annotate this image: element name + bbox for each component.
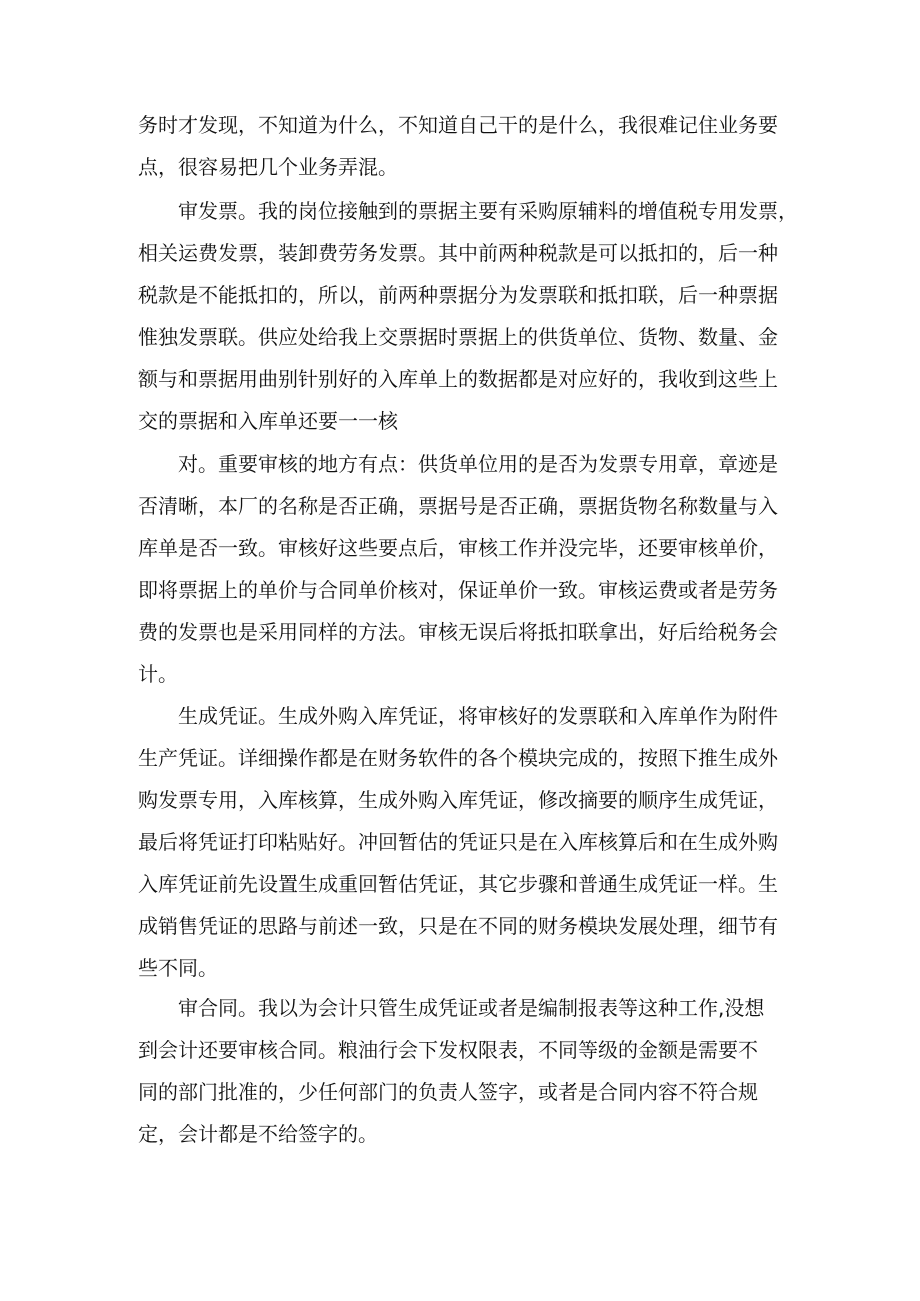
text-line: 对。重要审核的地方有点：供货单位用的是否为发票专用章，章迹是	[178, 452, 778, 476]
text-line: 同的部门批准的，少任何部门的负责人签字，或者是合同内容不符合规	[138, 1080, 758, 1104]
text-line: 购发票专用，入库核算，生成外购入库凭证，修改摘要的顺序生成凭证，	[138, 788, 778, 812]
text-line: 最后将凭证打印粘贴好。冲回暂估的凭证只是在入库核算后和在生成外购	[138, 830, 778, 854]
paragraph-review-contracts	[138, 987, 788, 1155]
text-line: 些不同。	[138, 956, 218, 980]
paragraph-review-points	[138, 443, 788, 695]
text-line: 税款是不能抵扣的，所以，前两种票据分为发票联和抵扣联，后一种票据	[138, 283, 778, 307]
text-line: 费的发票也是采用同样的方法。审核无误后将抵扣联拿出，好后给税务会	[138, 620, 778, 644]
paragraph-intro-continuation	[138, 104, 788, 188]
text-line: 惟独发票联。供应处给我上交票据时票据上的供货单位、货物、数量、金	[138, 325, 778, 349]
text-line: 额与和票据用曲别针别好的入库单上的数据都是对应好的，我收到这些上	[138, 367, 778, 391]
text-line: 即将票据上的单价与合同单价核对，保证单价一致。审核运费或者是劳务	[138, 578, 778, 602]
text-line: 入库凭证前先设置生成重回暂估凭证，其它步骤和普通生成凭证一样。生	[138, 872, 778, 896]
paragraph-generate-vouchers	[138, 695, 788, 989]
paragraph-review-invoices	[138, 190, 798, 442]
text-line: 成销售凭证的思路与前述一致，只是在不同的财务模块发展处理，细节有	[138, 914, 778, 938]
text-line: 点，很容易把几个业务弄混。	[138, 155, 398, 179]
text-line: 相关运费发票，装卸费劳务发票。其中前两种税款是可以抵扣的，后一种	[138, 241, 778, 265]
text-line: 否清晰，本厂的名称是否正确，票据号是否正确，票据货物名称数量与入	[138, 494, 778, 518]
text-line: 交的票据和入库单还要一一核	[138, 409, 398, 433]
text-line: 生成凭证。生成外购入库凭证，将审核好的发票联和入库单作为附件	[178, 704, 778, 728]
text-line: 定，会计都是不给签字的。	[138, 1122, 378, 1146]
text-line: 审发票。我的岗位接触到的票据主要有采购原辅料的增值税专用发票，	[178, 199, 798, 223]
text-line: 审合同。我以为会计只管生成凭证或者是编制报表等这种工作,没想	[178, 996, 765, 1020]
text-line: 到会计还要审核合同。粮油行会下发权限表，不同等级的金额是需要不	[138, 1038, 758, 1062]
text-line: 库单是否一致。审核好这些要点后，审核工作并没完毕，还要审核单价，	[138, 536, 778, 560]
text-line: 生产凭证。详细操作都是在财务软件的各个模块完成的，按照下推生成外	[138, 746, 778, 770]
text-line: 计。	[138, 662, 178, 686]
text-line: 务时才发现，不知道为什么，不知道自己干的是什么，我很难记住业务要	[138, 113, 778, 137]
